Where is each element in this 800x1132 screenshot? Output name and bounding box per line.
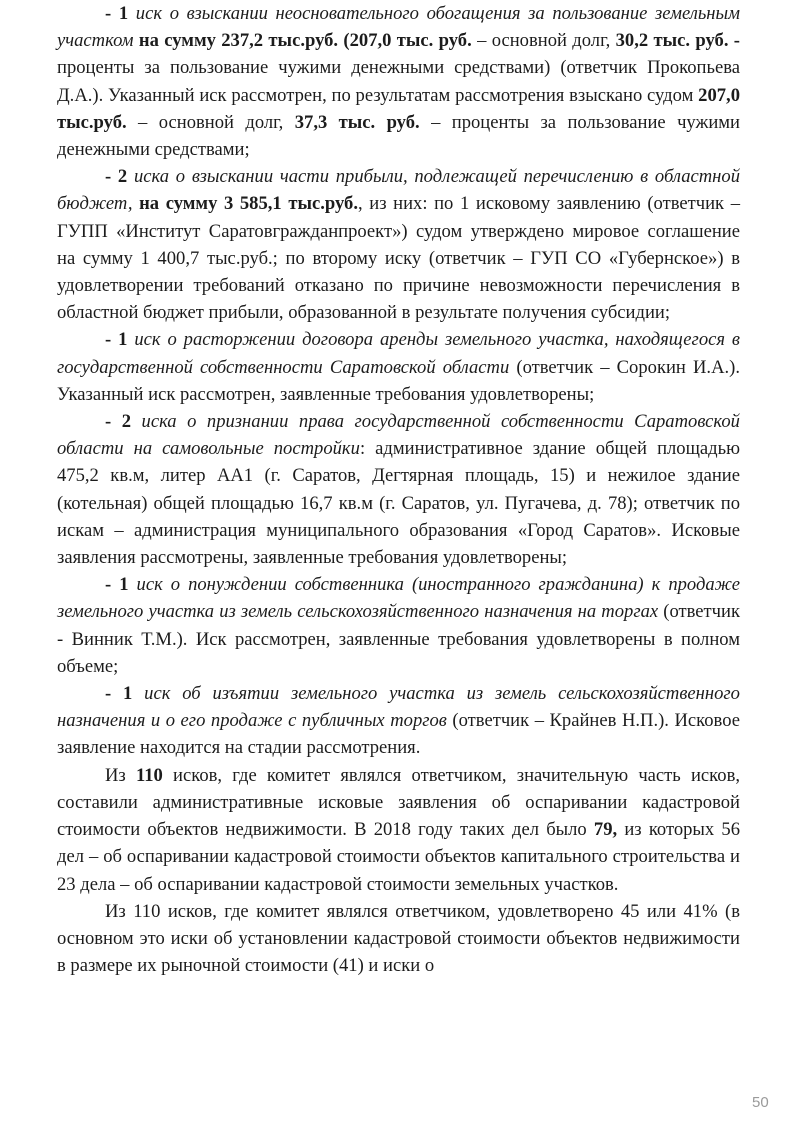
italic-text: иска о признании права государственной собственности Саратовской области на самовольные постройки <box>57 411 740 460</box>
bold-text: - 1 <box>105 329 135 351</box>
bold-text: - 2 <box>105 411 142 433</box>
text-run: – проценты за пользование чужими денежными средствами; <box>57 111 740 161</box>
text-run: (ответчик – Сорокин И.А.). Указанный иск рассмотрен, заявленные требования удовлетворены; <box>57 356 740 405</box>
paragraph <box>57 163 740 326</box>
paragraph <box>57 0 740 163</box>
text-run: (ответчик - Винник Т.М.). Иск рассмотрен, заявленные требования удовлетворены в полном объеме; <box>57 601 741 677</box>
bold-text: - 1 <box>105 3 136 24</box>
italic-text: иск о взыскании неосновательного обогащения за пользование земельным участком <box>57 3 740 52</box>
italic-text: иск о расторжении договора аренды земельного участка, находящегося в государственной собственности Саратовской области <box>57 329 740 378</box>
bold-text: - 1 <box>105 574 137 596</box>
text-run: : административное здание общей площадью 475,2 кв.м, литер АА1 (г. Саратов, Дегтярная площадь, 15) и нежилое здание (котельная) общей площадью 16,7 кв.м (г. Саратов, ул. Пугачева, д. 78); ответчик по искам – администрация муниципального образования «Город Саратов». Исковые заявления рассмотрены, заявленные требования удовлетворены; <box>57 438 740 569</box>
text-run: Из <box>105 764 136 786</box>
text-run: проценты за пользование чужими денежными средствами) (ответчик Прокопьева Д.А.). Указанный иск рассмотрен, по результатам рассмотрения взыскано судом <box>57 57 740 106</box>
bold-text: - 1 <box>105 683 145 705</box>
text-run: Из 110 исков, где комитет являлся ответчиком, удовлетворено 45 или 41% (в основном это иски об установлении кадастровой стоимости объектов недвижимости в размере их рыночной стоимости (41) и иски о <box>57 900 740 977</box>
paragraph <box>57 571 740 680</box>
italic-text: иск об изъятии земельного участка из земель сельскохозяйственного назначения и о его продаже с публичных торгов <box>57 683 740 732</box>
text-run: исков, где комитет являлся ответчиком, значительную часть исков, составили административные исковые заявления об оспаривании кадастровой стоимости объектов недвижимости. В 2018 году таких дел было <box>57 764 740 841</box>
bold-text: 30,2 тыс. руб. - <box>615 30 740 52</box>
bold-text: на сумму 3 585,1 тыс.руб. <box>132 193 358 215</box>
text-run: из которых 56 дел – об оспаривании кадастровой стоимости объектов капитального строительства и 23 дела – об оспаривании кадастровой стоимости земельных участков. <box>57 819 740 895</box>
italic-text: иск о понуждении собственника (иностранного гражданина) к продаже земельного участка из земель сельскохозяйственного назначения на торгах <box>57 574 740 623</box>
bold-text: 207,0 тыс.руб. <box>57 84 740 133</box>
paragraph <box>57 762 740 898</box>
page-number: 50 <box>752 1094 769 1111</box>
document-page <box>57 0 740 979</box>
text-run: – основной долг, <box>471 30 616 52</box>
bold-text: на сумму 237,2 тыс.руб. (207,0 тыс. руб. <box>133 30 472 52</box>
bold-text: 79, <box>593 819 618 841</box>
text-run: (ответчик – Крайнев Н.П.). Исковое заявление находится на стадии рассмотрения. <box>57 710 740 759</box>
paragraph <box>57 898 740 980</box>
bold-text: - 2 <box>105 166 134 188</box>
italic-text: иска о взыскании части прибыли, подлежащей перечислению в областной бюджет, <box>57 166 740 215</box>
bold-text: 110 <box>135 764 163 786</box>
paragraph <box>57 408 740 571</box>
text-run: – основной долг, <box>126 111 295 133</box>
bold-text: 37,3 тыс. руб. <box>294 111 420 133</box>
paragraph <box>57 326 740 408</box>
text-run: , из них: по 1 исковому заявлению (ответчик – ГУПП «Институт Саратовгражданпроект») судом утверждено мировое соглашение на сумму 1 400,7 тыс.руб.; по второму иску (ответчик – ГУП СО «Губернское») в удовлетворении требований отказано по причине невозможности перечисления в областной бюджет прибыли, образованной в результате получения субсидии; <box>57 193 740 324</box>
paragraph <box>57 680 740 762</box>
